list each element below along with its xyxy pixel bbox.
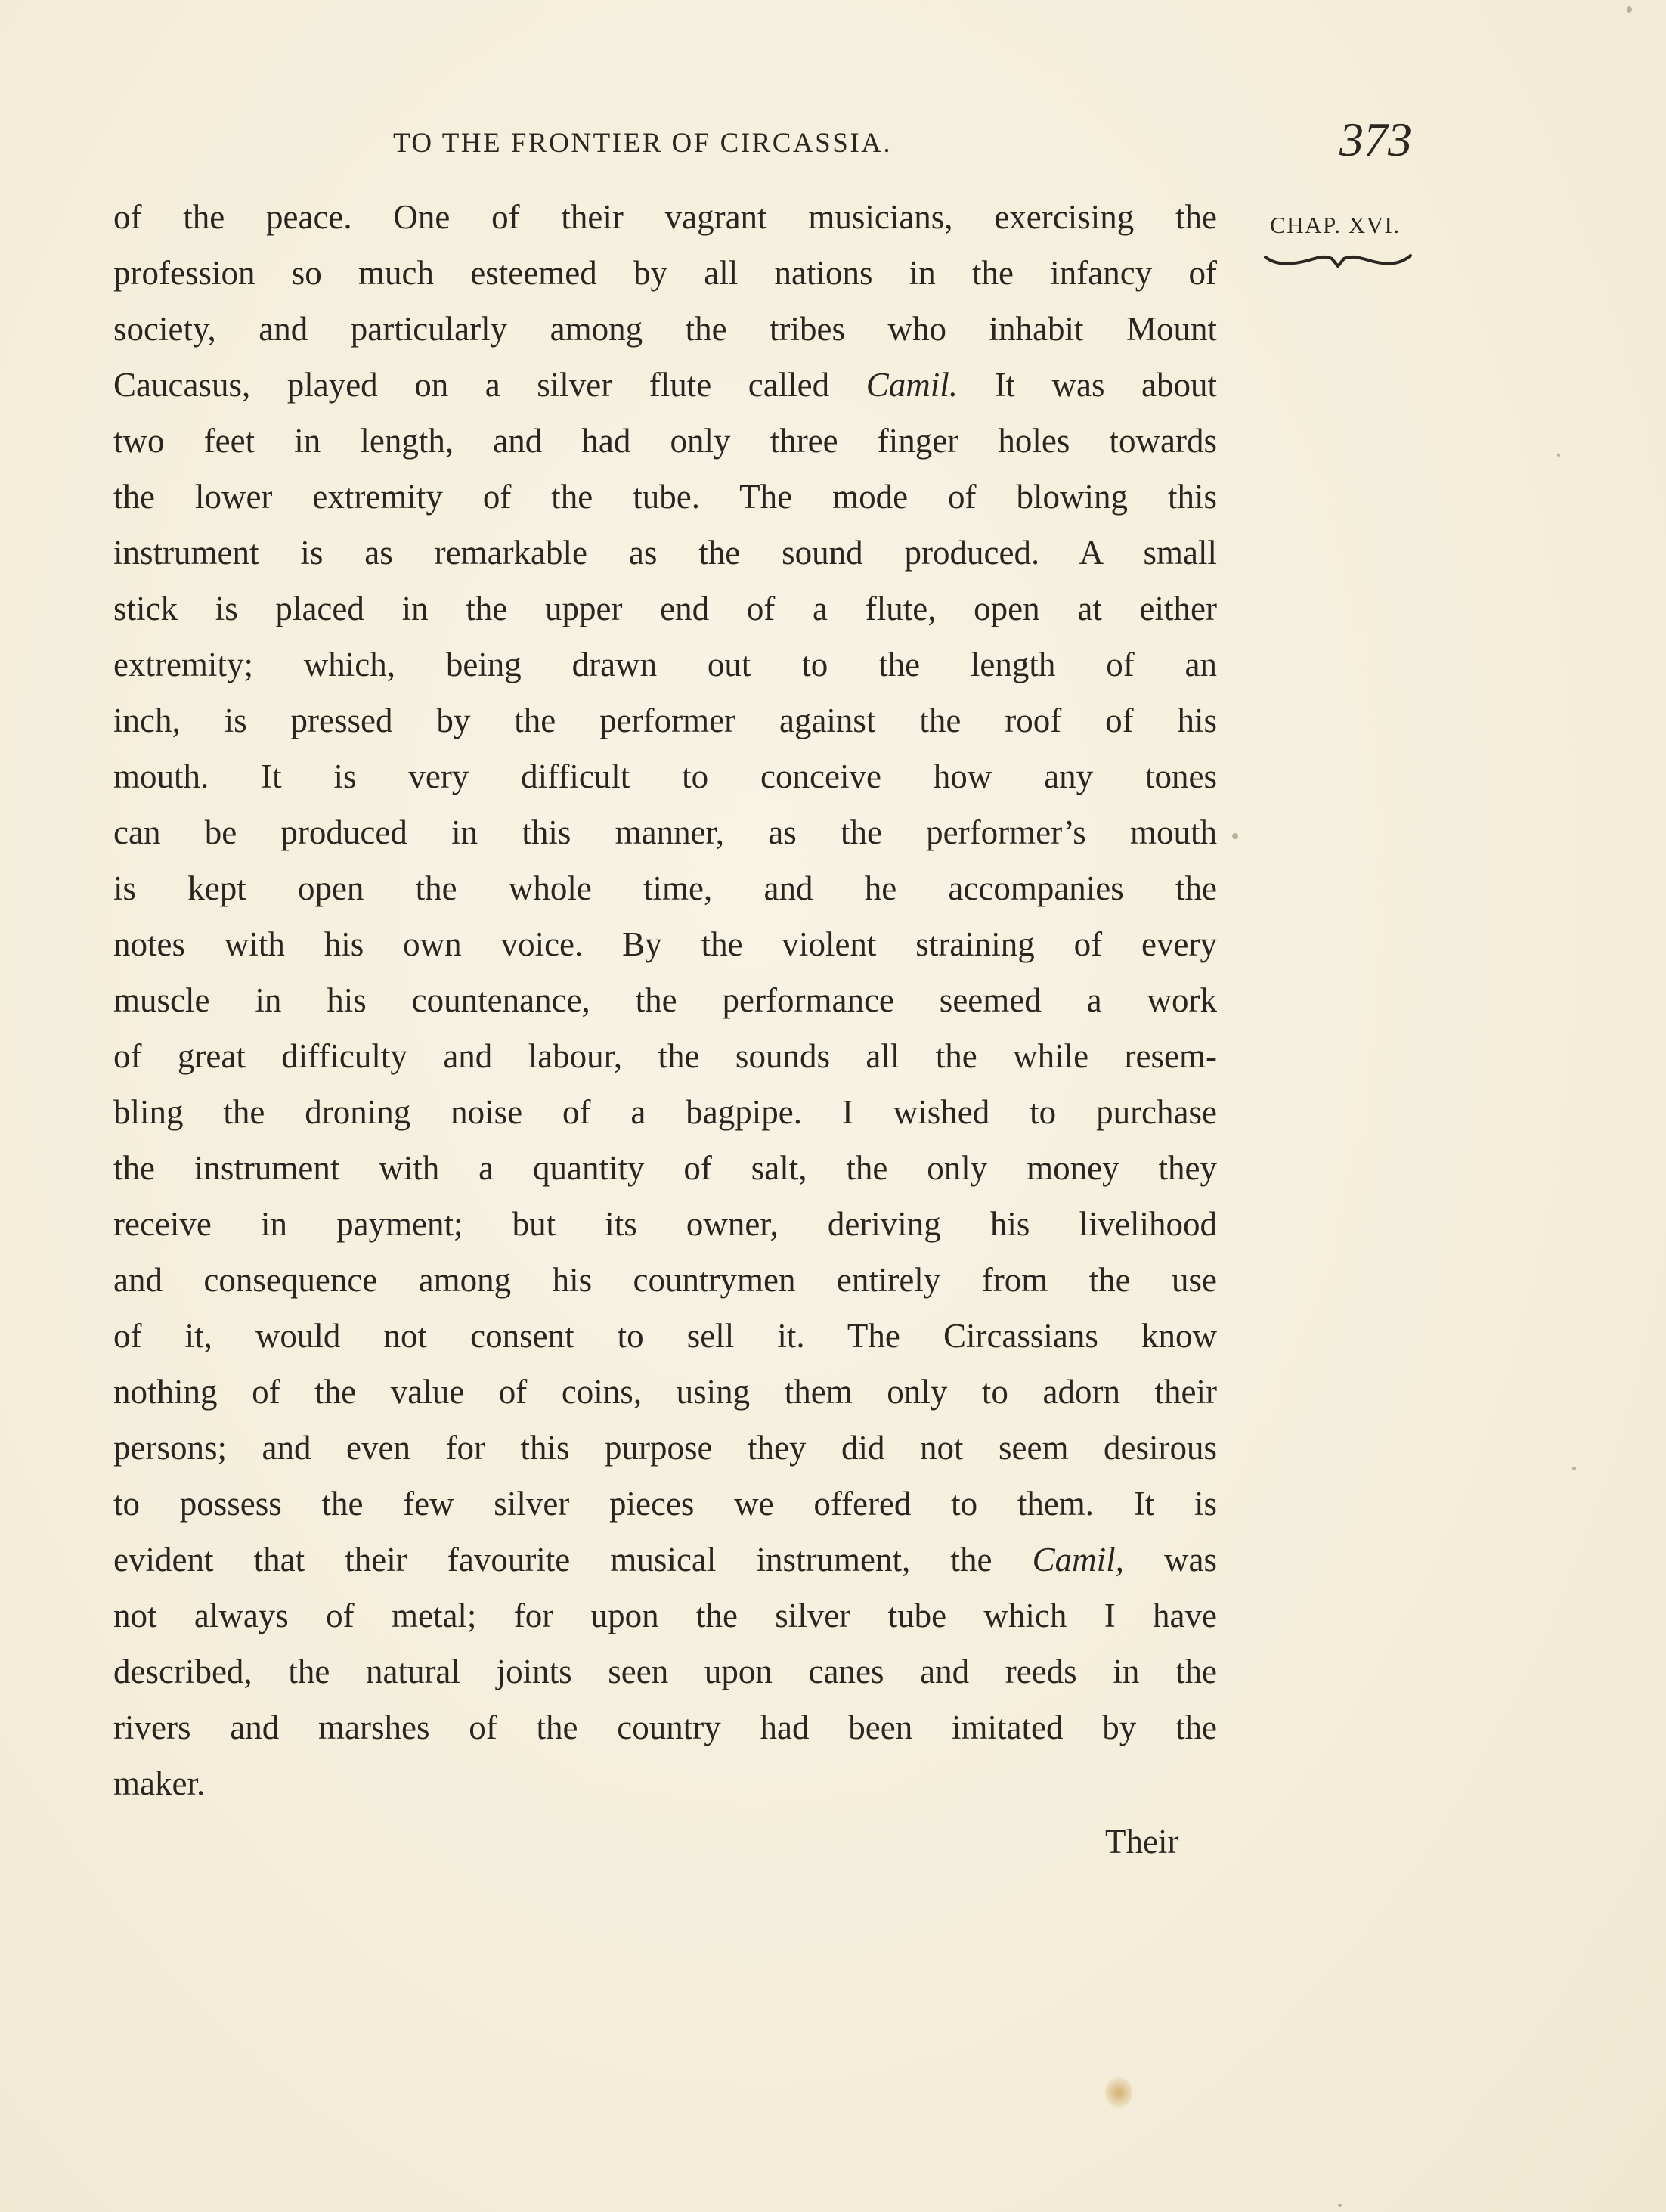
text-line <box>113 469 1217 525</box>
text-line <box>113 357 1217 413</box>
text-line <box>113 189 1217 245</box>
text-line <box>113 748 1217 804</box>
text-line <box>113 581 1217 637</box>
text-line <box>113 860 1217 916</box>
line-text: the lower extremity of the tube. The mode of blowing this <box>113 478 1217 516</box>
line-text: evident that their favourite musical instrument, the <box>113 1541 1033 1578</box>
text-line <box>113 1252 1217 1308</box>
body-text <box>113 189 1217 1811</box>
line-text: It was about <box>957 366 1217 404</box>
line-text: inch, is pressed by the performer against the roof of his <box>113 702 1217 739</box>
text-line <box>113 1588 1217 1644</box>
text-line <box>113 916 1217 972</box>
line-text: muscle in his countenance, the performance seemed a work <box>113 981 1217 1019</box>
line-text: maker. <box>113 1764 206 1802</box>
text-line <box>113 1196 1217 1252</box>
text-line <box>113 301 1217 357</box>
text-line <box>113 525 1217 581</box>
text-line <box>113 1476 1217 1532</box>
paper-speck <box>1572 1467 1576 1470</box>
line-text: not always of metal; for upon the silver tube which I have <box>113 1597 1217 1634</box>
text-line <box>113 1140 1217 1196</box>
paper-stain <box>1105 2077 1132 2108</box>
paper-speck <box>1232 833 1238 839</box>
line-text: two feet in length, and had only three finger holes towards <box>113 422 1217 460</box>
line-text: was <box>1123 1541 1217 1578</box>
line-text: rivers and marshes of the country had been imitated by the <box>113 1709 1217 1746</box>
text-line <box>113 1028 1217 1084</box>
text-line <box>113 1364 1217 1420</box>
text-line <box>113 1532 1217 1588</box>
chapter-flourish-ornament <box>1262 249 1414 272</box>
paper-speck <box>1627 6 1632 13</box>
line-text: stick is placed in the upper end of a flute, open at either <box>113 590 1217 627</box>
italic-term: Camil. <box>866 366 958 404</box>
line-text: of great difficulty and labour, the sounds all the while resem- <box>113 1037 1217 1075</box>
italic-term: Camil, <box>1032 1541 1124 1578</box>
text-line <box>113 1420 1217 1476</box>
line-text: nothing of the value of coins, using them only to adorn their <box>113 1373 1217 1411</box>
line-text: receive in payment; but its owner, deriving his livelihood <box>113 1205 1217 1243</box>
text-line-final <box>113 1755 1217 1811</box>
line-text: bling the droning noise of a bagpipe. I wished to purchase <box>113 1093 1217 1131</box>
chapter-label: CHAP. XVI. <box>1270 212 1401 238</box>
running-head <box>0 0 1666 197</box>
text-line <box>113 245 1217 301</box>
line-text: instrument is as remarkable as the sound produced. A small <box>113 534 1217 572</box>
line-text: Caucasus, played on a silver flute called <box>113 366 866 404</box>
line-text: profession so much esteemed by all nations in the infancy of <box>113 254 1217 292</box>
line-text: persons; and even for this purpose they did not seem desirous <box>113 1429 1217 1467</box>
text-line <box>113 1084 1217 1140</box>
text-line <box>113 1308 1217 1364</box>
page-number: 373 <box>1339 113 1412 166</box>
paper-speck <box>1557 454 1560 457</box>
text-line <box>113 804 1217 860</box>
line-text: society, and particularly among the tribes who inhabit Mount <box>113 310 1217 348</box>
line-text: can be produced in this manner, as the performer’s mouth <box>113 813 1217 851</box>
chapter-marginal-note <box>1262 212 1429 287</box>
line-text: to possess the few silver pieces we offered to them. It is <box>113 1485 1217 1523</box>
line-text: is kept open the whole time, and he accompanies the <box>113 869 1217 907</box>
paper-speck <box>1338 2204 1342 2207</box>
line-text: and consequence among his countrymen entirely from the use <box>113 1261 1217 1299</box>
line-text: of it, would not consent to sell it. The Circassians know <box>113 1317 1217 1355</box>
line-text: described, the natural joints seen upon canes and reeds in the <box>113 1653 1217 1690</box>
line-text: notes with his own voice. By the violent straining of every <box>113 925 1217 963</box>
text-line <box>113 1699 1217 1755</box>
line-text: the instrument with a quantity of salt, the only money they <box>113 1149 1217 1187</box>
text-line <box>113 972 1217 1028</box>
catchword: Their <box>1105 1823 1179 1860</box>
line-text: of the peace. One of their vagrant musicians, exercising the <box>113 198 1217 236</box>
text-line <box>113 637 1217 692</box>
text-line <box>113 692 1217 748</box>
line-text: mouth. It is very difficult to conceive how any tones <box>113 757 1217 795</box>
running-title: TO THE FRONTIER OF CIRCASSIA. <box>393 128 893 159</box>
text-line <box>113 413 1217 469</box>
line-text: extremity; which, being drawn out to the length of an <box>113 646 1217 683</box>
text-line <box>113 1644 1217 1699</box>
